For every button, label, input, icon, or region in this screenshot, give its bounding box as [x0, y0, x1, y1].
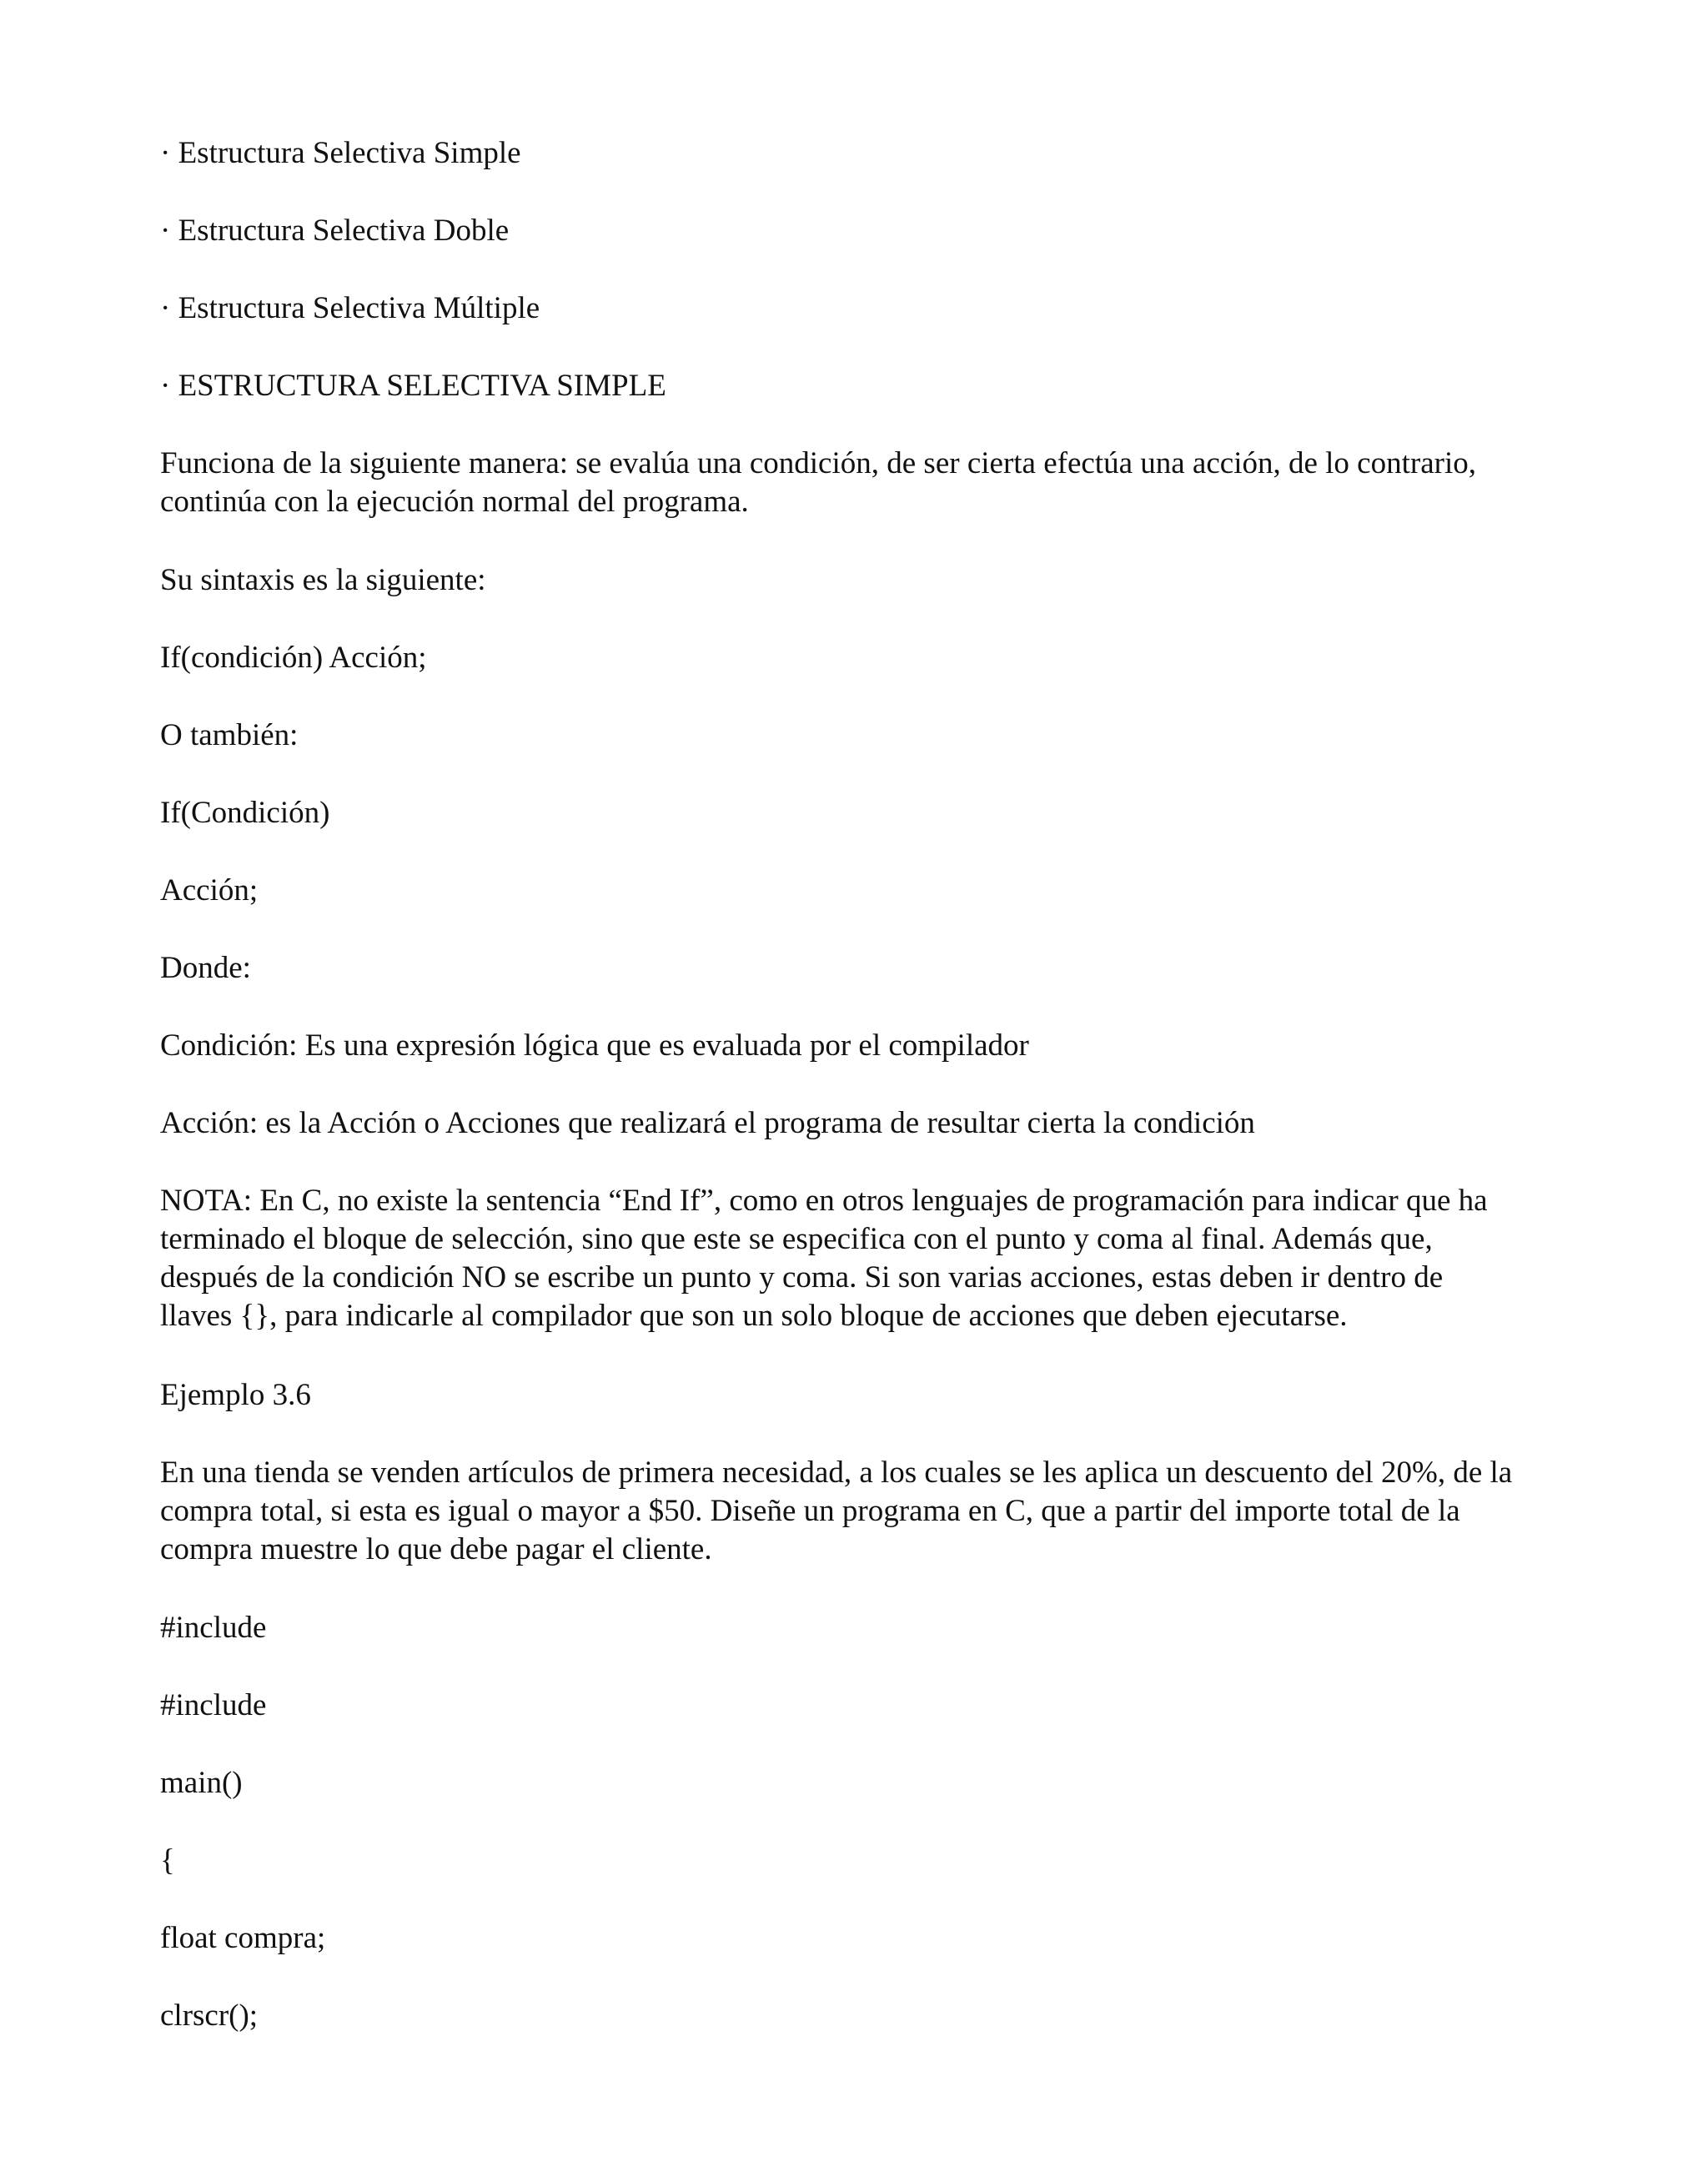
example-paragraph [160, 1454, 1645, 1569]
example-title: Ejemplo 3.6 [160, 1378, 311, 1412]
bullet-simple: · Estructura Selectiva Simple [160, 136, 521, 170]
syntax-line: If(condición) Acción; [160, 641, 427, 675]
code-line: clrscr(); [160, 1999, 259, 2033]
intro-paragraph [160, 445, 1645, 521]
condition-definition: Condición: Es una expresión lógica que es evaluada por el compilador [160, 1028, 1029, 1063]
note-paragraph [160, 1182, 1645, 1335]
code-line: main() [160, 1766, 243, 1800]
intro-line-1: Funciona de la siguiente manera: se evalúa una condición, de ser cierta efectúa una acción, de lo contrario, [160, 446, 1476, 480]
note-line-1: NOTA: En C, no existe la sentencia “End If”, como en otros lenguajes de programación para indicar que ha [160, 1184, 1488, 1218]
action-definition: Acción: es la Acción o Acciones que realizará el programa de resultar cierta la condición [160, 1106, 1255, 1140]
bullet-double: · Estructura Selectiva Doble [160, 214, 510, 248]
example-line-2: compra total, si esta es igual o mayor a $50. Diseñe un programa en C, que a partir del importe total de la [160, 1494, 1460, 1528]
example-line-3: compra muestre lo que debe pagar el cliente. [160, 1532, 712, 1566]
code-line: float compra; [160, 1921, 326, 1955]
action-line: Acción; [160, 873, 259, 908]
intro-line-2: continúa con la ejecución normal del programa. [160, 485, 749, 519]
note-line-3: después de la condición NO se escribe un punto y coma. Si son varias acciones, estas deben ir dentro de [160, 1260, 1444, 1295]
code-line: #include [160, 1611, 267, 1645]
section-heading: · ESTRUCTURA SELECTIVA SIMPLE [160, 369, 666, 403]
note-line-4: llaves {}, para indicarle al compilador que son un solo bloque de acciones que deben ejecutarse. [160, 1299, 1348, 1333]
note-line-2: terminado el bloque de selección, sino que este se especifica con el punto y coma al final. Además que, [160, 1222, 1433, 1256]
bullet-multiple: · Estructura Selectiva Múltiple [160, 291, 540, 325]
where-label: Donde: [160, 951, 251, 985]
syntax-label: Su sintaxis es la siguiente: [160, 563, 486, 597]
if-line: If(Condición) [160, 796, 330, 830]
code-line: #include [160, 1688, 267, 1722]
example-line-1: En una tienda se venden artículos de primera necesidad, a los cuales se les aplica un descuento del 20%, de la [160, 1456, 1513, 1490]
also-label: O también: [160, 718, 299, 752]
code-line: { [160, 1843, 175, 1878]
